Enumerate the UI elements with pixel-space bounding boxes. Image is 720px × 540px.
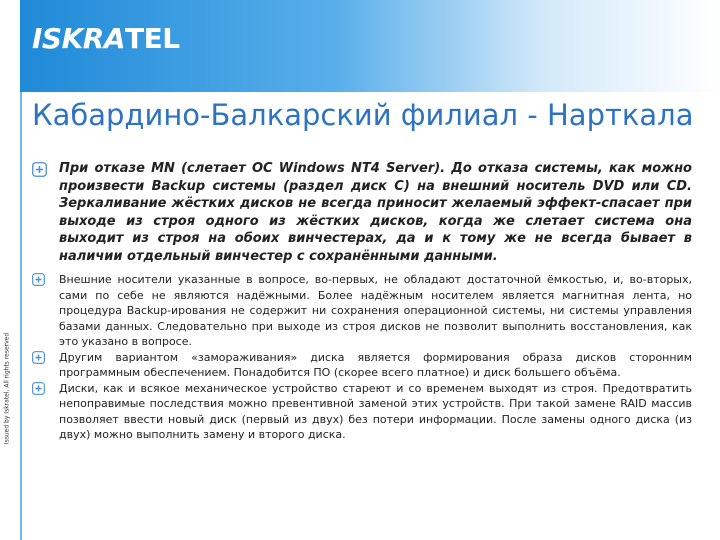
header-band bbox=[0, 0, 720, 108]
plus-box-icon bbox=[32, 162, 47, 177]
iskratel-logo bbox=[32, 22, 180, 55]
logo-part-a: ISKRA bbox=[32, 22, 126, 55]
bullet-item bbox=[32, 381, 692, 443]
slide-title: Кабардино-Балкарский филиал - Нарткала bbox=[32, 98, 694, 132]
bullet-item bbox=[32, 160, 692, 265]
plus-box-icon bbox=[32, 351, 45, 364]
bullet-text: Диски, как и всякое механическое устройство стареют и со временем выходят из строя. Предотвратить непоправимые последствия можно превентивной заменой этих устройств. При такой замене RAID массив позволяет ввести новый диск (первый из двух) без потери информации. После замены одного диска (из двух) можно выполнить замену и второго диска. bbox=[59, 381, 692, 441]
bullet-text: При отказе MN (слетает ОС Windows NT4 Server). До отказа системы, как можно произвести Backup системы (раздел диск C) на внешний носитель DVD или CD. Зеркаливание жёстких дисков не всегда приносит желаемый эффект-спасает при выходе из строя одного из жёстких дисков, когда же слетает система она выходит из строя на обоих винчестерах, да и к тому же не всегда бывает в наличии отдельный винчестер с сохранёнными данными. bbox=[59, 161, 692, 264]
bullet-item bbox=[32, 272, 692, 350]
copyright-note: Issued by Iskratel, All rights reserved bbox=[3, 332, 11, 445]
bullet-list bbox=[32, 160, 692, 443]
bullet-text: Внешние носители указанные в вопросе, во-первых, не обладают достаточной ёмкостью, и, во-вторых, сами по себе не являются надёжными. Более надёжным носителем является магнитная лента, но процедура Backup-ирования не содержит ни сохранения операционной системы, ни системы управления базами данных. Следовательно при выходе из строя дисков не позволит выполнить восстановления, как это указано в вопросе. bbox=[59, 273, 692, 348]
logo-part-b: TEL bbox=[125, 22, 180, 55]
plus-box-icon bbox=[32, 273, 45, 286]
left-divider-line bbox=[20, 92, 22, 540]
bullet-text: Другим вариантом «замораживания» диска является формирования образа дисков сторонним программным обеспечением. Понадобится ПО (скорее всего платное) и диск большего объёма. bbox=[59, 350, 692, 379]
plus-box-icon bbox=[32, 382, 45, 395]
bullet-item bbox=[32, 350, 692, 381]
